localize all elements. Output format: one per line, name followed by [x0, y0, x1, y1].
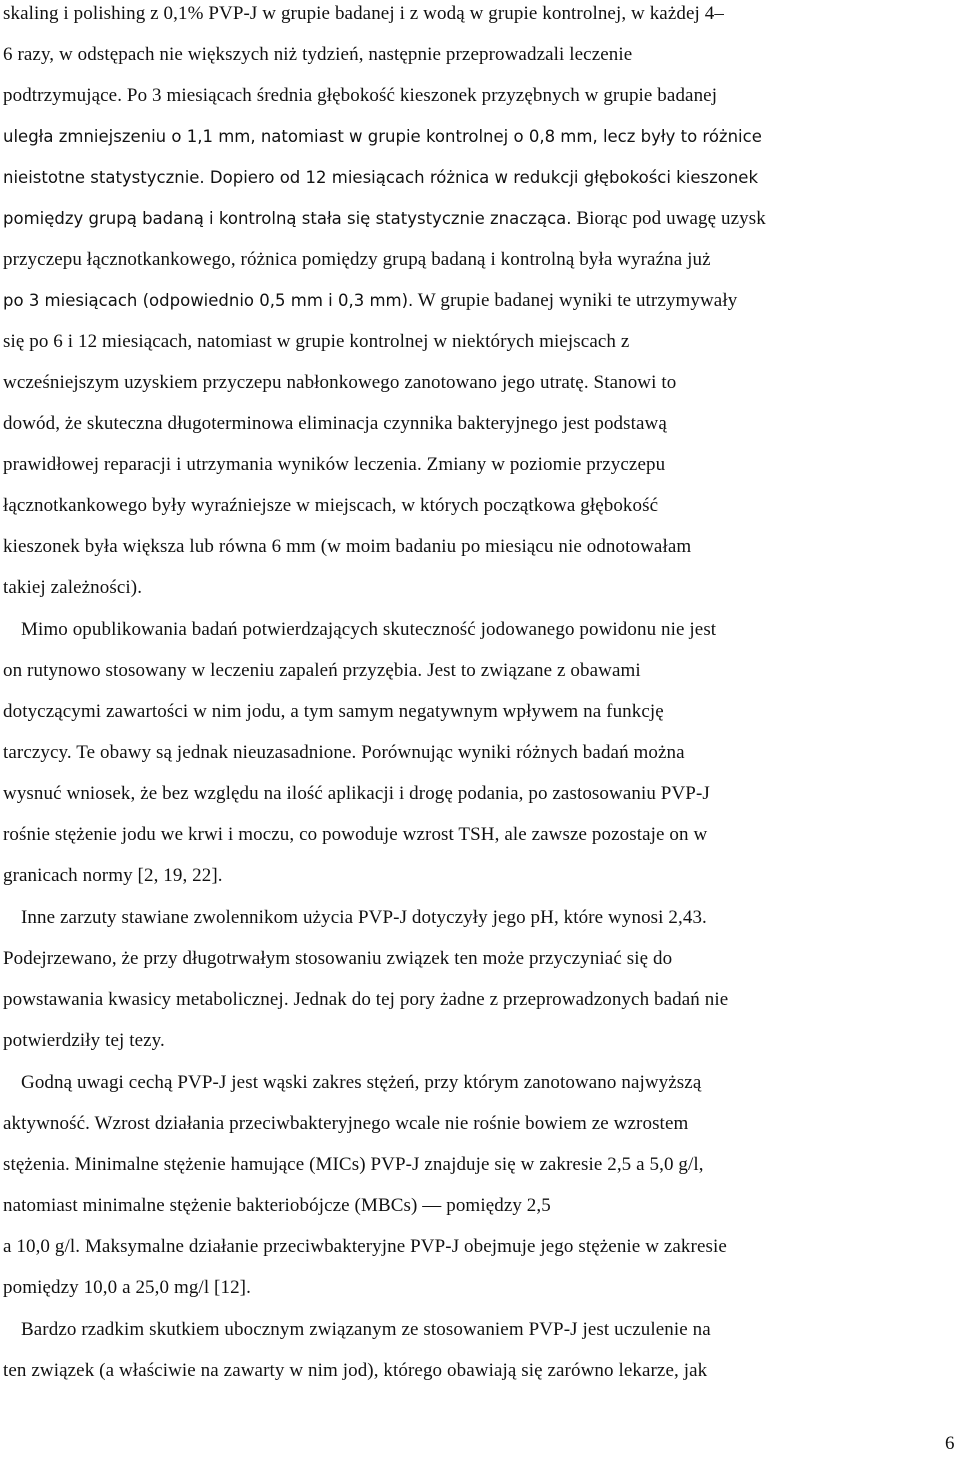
text-line: Mimo opublikowania badań potwierdzających skuteczność jodowanego powidonu nie jest [21, 619, 717, 640]
text-segment: Jest to związane z obawami [422, 660, 641, 681]
text-segment: po 3 miesiącach (odpowiednio 0,5 mm i 0,3 mm). [3, 291, 414, 310]
text-line: powstawania kwasicy metabolicznej. Jednak do tej pory żadne z przeprowadzonych badań nie [3, 989, 729, 1010]
text-line: podtrzymujące. Po 3 miesiącach średnia głębokość kieszonek przyzębnych w grupie badanej [3, 85, 718, 106]
text-line [3, 453, 665, 477]
text-line: pomiędzy 10,0 a 25,0 mg/l [12]. [3, 1277, 251, 1298]
page-number: 6 [945, 1433, 955, 1454]
text-line [3, 741, 685, 765]
text-line: skaling i polishing z 0,1% PVP-J w grupie badanej i z wodą w grupie kontrolnej, w każdej 4– [3, 3, 724, 24]
text-line: wysnuć wniosek, że bez względu na ilość aplikacji i drogę podania, po zastosowaniu PVP-J [3, 783, 710, 804]
text-line: łącznotkankowego były wyraźniejsze w miejscach, w których początkowa głębokość [3, 495, 659, 516]
text-segment: nieistotne statystycznie. [3, 168, 205, 187]
text-line [3, 207, 766, 231]
text-line: a 10,0 g/l. Maksymalne działanie przeciwbakteryjne PVP-J obejmuje jego stężenie w zakresie [3, 1236, 727, 1257]
text-segment: Porównując wyniki różnych badań można [356, 742, 685, 763]
text-line: kieszonek była większa lub równa 6 mm (w moim badaniu po miesiącu nie odnotowałam [3, 536, 692, 557]
text-line: ten związek (a właściwie na zawarty w nim jod), którego obawiają się zarówno lekarze, jak [3, 1360, 708, 1381]
text-line: Inne zarzuty stawiane zwolennikom użycia PVP-J dotyczyły jego pH, które wynosi 2,43. [21, 907, 707, 928]
text-line: natomiast minimalne stężenie bakteriobójcze (MBCs) — pomiędzy 2,5 [3, 1195, 551, 1216]
text-segment: prawidłowej reparacji i utrzymania wyników leczenia. [3, 454, 422, 475]
text-segment: Stanowi to [588, 372, 677, 393]
text-segment: W grupie badanej wyniki te utrzymywały [413, 290, 738, 311]
text-line: 6 razy, w odstępach nie większych niż tydzień, następnie przeprowadzali leczenie [3, 44, 633, 65]
text-line: granicach normy [2, 19, 22]. [3, 865, 223, 886]
text-line: Bardzo rzadkim skutkiem ubocznym związanym ze stosowaniem PVP-J jest uczulenie na [21, 1319, 711, 1340]
text-line: dowód, że skuteczna długoterminowa eliminacja czynnika bakteryjnego jest podstawą [3, 413, 667, 434]
text-line [3, 659, 641, 683]
text-segment: wcześniejszym uzyskiem przyczepu nabłonkowego zanotowano jego utratę. [3, 372, 589, 393]
text-line: stężenia. Minimalne stężenie hamujące (MICs) PVP-J znajduje się w zakresie 2,5 a 5,0 g/l, [3, 1154, 704, 1175]
text-segment: on rutynowo stosowany w leczeniu zapaleń przyzębia. [3, 660, 423, 681]
text-line: rośnie stężenie jodu we krwi i moczu, co powoduje wzrost TSH, ale zawsze pozostaje on w [3, 824, 708, 845]
text-line: przyczepu łącznotkankowego, różnica pomiędzy grupą badaną i kontrolną była wyraźna już [3, 249, 711, 270]
text-line [3, 371, 676, 395]
text-line [3, 289, 737, 313]
text-segment: Biorąc pod uwagę uzysk [571, 208, 766, 229]
text-line: potwierdziły tej tezy. [3, 1030, 165, 1051]
text-line: się po 6 i 12 miesiącach, natomiast w grupie kontrolnej w niektórych miejscach z [3, 331, 630, 352]
text-line: dotyczącymi zawartości w nim jodu, a tym samym negatywnym wpływem na funkcję [3, 701, 664, 722]
text-segment: tarczycy. Te obawy są jednak nieuzasadnione. [3, 742, 357, 763]
text-line: Podejrzewano, że przy długotrwałym stosowaniu związek ten może przyczyniać się do [3, 948, 673, 969]
text-segment: Dopiero od 12 miesiącach różnica w redukcji głębokości kieszonek [204, 168, 758, 187]
text-line: aktywność. Wzrost działania przeciwbakteryjnego wcale nie rośnie bowiem ze wzrostem [3, 1113, 689, 1134]
text-line: uległa zmniejszeniu o 1,1 mm, natomiast w grupie kontrolnej o 0,8 mm, lecz były to różnice [3, 127, 762, 146]
text-segment: Zmiany w poziomie przyczepu [421, 454, 666, 475]
text-segment: pomiędzy grupą badaną i kontrolną stała się statystycznie znacząca. [3, 209, 572, 228]
text-line: takiej zależności). [3, 577, 143, 598]
text-line: Godną uwagi cechą PVP-J jest wąski zakres stężeń, przy którym zanotowano najwyższą [21, 1072, 702, 1093]
text-line [3, 166, 758, 190]
